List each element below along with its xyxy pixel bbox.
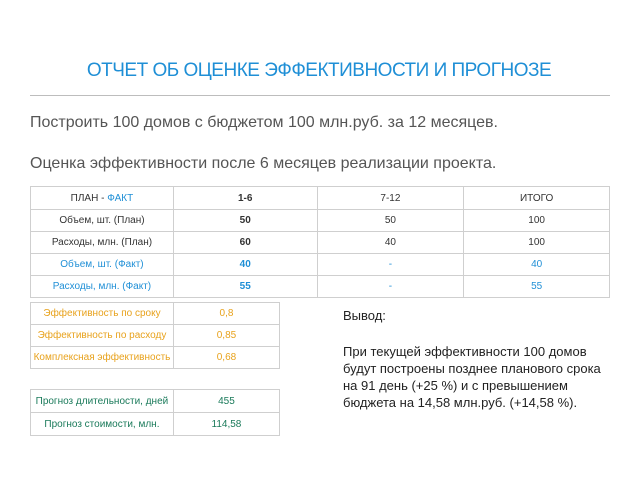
- conclusion-title: Вывод:: [343, 308, 386, 323]
- table-row: [31, 325, 280, 347]
- row-label: Прогноз длительности, дней: [31, 390, 174, 413]
- row-cell: 55: [173, 276, 317, 298]
- header-col-total: ИТОГО: [464, 187, 610, 210]
- row-label: Эффективность по расходу: [31, 325, 174, 347]
- row-cell: 100: [464, 232, 610, 254]
- row-label: Объем, шт. (План): [31, 210, 174, 232]
- row-cell: 114,58: [173, 413, 279, 436]
- goal-text: Построить 100 домов с бюджетом 100 млн.руб. за 12 месяцев.: [30, 114, 498, 131]
- row-cell: 0,8: [173, 303, 279, 325]
- row-label: Эффективность по сроку: [31, 303, 174, 325]
- conclusion-text: При текущей эффективности 100 домов будут построены позднее планового срока на 91 день (+25 %) и с превышением бюджета на 14,58 млн.руб. (+14,58 %).: [343, 344, 601, 410]
- header-plan-fact: [31, 187, 174, 210]
- row-cell: 50: [317, 210, 464, 232]
- table-header-row: [31, 187, 610, 210]
- table-row: [31, 390, 280, 413]
- table-row: [31, 210, 610, 232]
- title-divider: [30, 95, 610, 96]
- row-cell: 50: [173, 210, 317, 232]
- row-cell: 40: [464, 254, 610, 276]
- row-cell: 100: [464, 210, 610, 232]
- row-cell: -: [317, 254, 464, 276]
- efficiency-table: [30, 302, 280, 369]
- table-row: [31, 254, 610, 276]
- row-cell: -: [317, 276, 464, 298]
- row-cell: 40: [173, 254, 317, 276]
- row-label: Расходы, млн. (Факт): [31, 276, 174, 298]
- header-sep: -: [98, 192, 108, 204]
- row-label: Комплексная эффективность: [31, 347, 174, 369]
- row-cell: 40: [317, 232, 464, 254]
- row-cell: 0,68: [173, 347, 279, 369]
- row-cell: 0,85: [173, 325, 279, 347]
- page-title: ОТЧЕТ ОБ ОЦЕНКЕ ЭФФЕКТИВНОСТИ И ПРОГНОЗЕ: [86, 60, 552, 81]
- table-row: [31, 276, 610, 298]
- row-cell: 455: [173, 390, 279, 413]
- forecast-table: [30, 389, 280, 436]
- header-col-1-6: 1-6: [173, 187, 317, 210]
- plan-fact-table: [30, 186, 610, 298]
- row-label: Расходы, млн. (План): [31, 232, 174, 254]
- header-plan: ПЛАН: [70, 192, 99, 204]
- header-col-7-12: 7-12: [317, 187, 464, 210]
- table-row: [31, 232, 610, 254]
- row-cell: 60: [173, 232, 317, 254]
- table-row: [31, 347, 280, 369]
- header-fact: ФАКТ: [107, 192, 134, 204]
- evaluation-text: Оценка эффективности после 6 месяцев реализации проекта.: [30, 155, 497, 172]
- row-cell: 55: [464, 276, 610, 298]
- table-row: [31, 303, 280, 325]
- table-row: [31, 413, 280, 436]
- row-label: Прогноз стоимости, млн.: [31, 413, 174, 436]
- row-label: Объем, шт. (Факт): [31, 254, 174, 276]
